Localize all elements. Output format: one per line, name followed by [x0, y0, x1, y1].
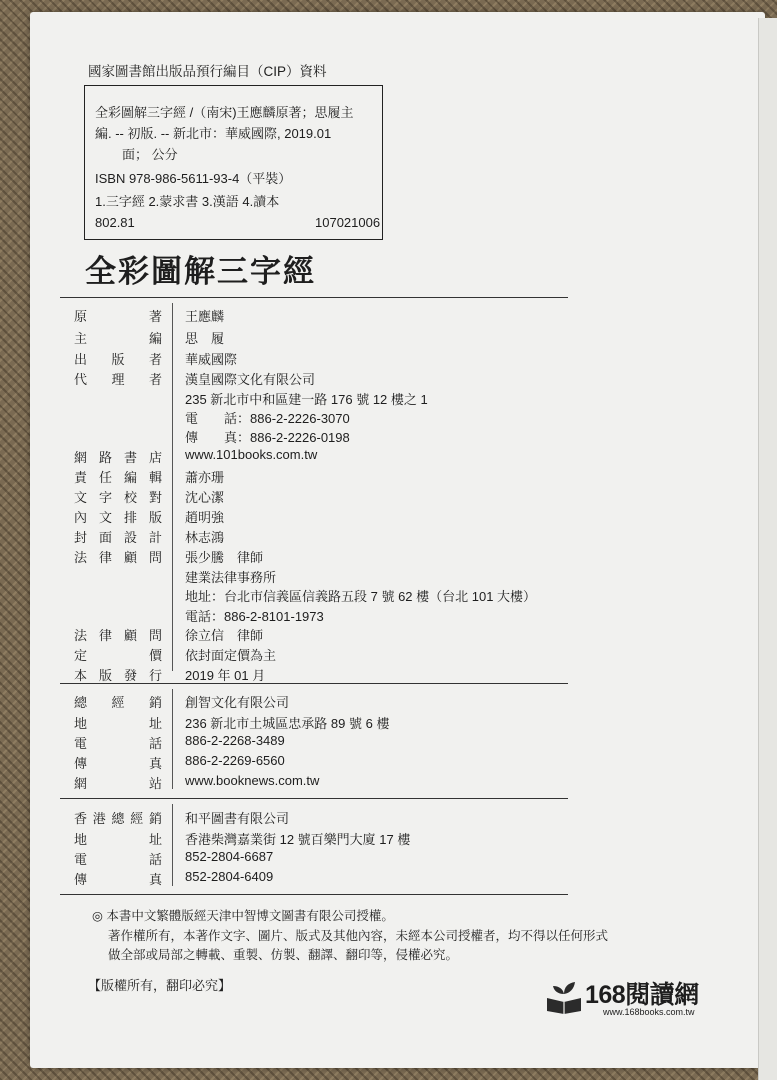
cip-subjects: 1.三字經 2.蒙求書 3.漢語 4.讀本: [95, 194, 280, 209]
misc-value: 2019 年 01 月: [185, 668, 266, 683]
divider: [60, 683, 568, 684]
distributor-label: 地 址: [74, 716, 162, 731]
credit-value: 王應麟: [185, 309, 225, 324]
credit-value: 思 履: [185, 331, 225, 346]
page-edge: [758, 18, 777, 1080]
column-divider: [172, 689, 173, 789]
staff-value: 林志鴻: [185, 530, 225, 545]
staff-label: 文字校對: [74, 490, 162, 505]
distributor-value: 886-2-2269-6560: [185, 753, 285, 768]
misc-value: 徐立信 律師: [185, 628, 264, 643]
cip-classification: 802.81: [95, 215, 135, 230]
distributor-value: 236 新北市土城區忠承路 89 號 6 樓: [185, 716, 390, 731]
staff-label: 封面設計: [74, 530, 162, 545]
distributor-label: 傳 真: [74, 756, 162, 771]
hk-distributor-label: 地 址: [74, 832, 162, 847]
hk-distributor-value: 852-2804-6687: [185, 849, 274, 864]
credit-value: 華威國際: [185, 352, 238, 367]
staff-value: www.101books.com.tw: [185, 447, 318, 462]
distributor-value: www.booknews.com.tw: [185, 773, 320, 788]
distributor-label: 電 話: [74, 736, 162, 751]
divider: [60, 894, 568, 895]
credit-label: 主 編: [74, 331, 162, 346]
misc-value: 依封面定價為主: [185, 648, 277, 663]
credit-label: 出版者: [74, 352, 162, 367]
law-firm-address: 地址：台北市信義區信義路五段 7 號 62 樓（台北 101 大樓）: [185, 589, 537, 604]
hk-distributor-label: 傳 真: [74, 872, 162, 887]
book-title: 全彩圖解三字經: [85, 254, 316, 289]
hk-distributor-value: 和平圖書有限公司: [185, 811, 290, 826]
staff-value: 趙明強: [185, 510, 225, 525]
agent-phone: 電 話：886-2-2226-3070: [185, 411, 350, 426]
rights-notice: 【版權所有，翻印必究】: [88, 978, 232, 993]
copyright-statement-cont: 做全部或局部之轉載、重製、仿製、翻譯、翻印等，侵權必究。: [108, 948, 459, 962]
column-divider: [172, 303, 173, 671]
column-divider: [172, 804, 173, 886]
hk-distributor-label: 電 話: [74, 852, 162, 867]
misc-label: 定 價: [74, 648, 162, 663]
agent-fax: 傳 真：886-2-2226-0198: [185, 430, 350, 445]
credit-label: 原 著: [74, 309, 162, 324]
misc-label: 本版發行: [74, 668, 162, 683]
distributor-value: 創智文化有限公司: [185, 695, 290, 710]
staff-label: 責任編輯: [74, 470, 162, 485]
staff-value: 張少騰 律師: [185, 550, 264, 565]
agent-address: 235 新北市中和區建一路 176 號 12 樓之 1: [185, 392, 428, 407]
misc-label: 法律顧問: [74, 628, 162, 643]
cip-record-number: 107021006: [315, 215, 381, 230]
credit-label: 代理者: [74, 372, 162, 387]
copyright-statement: 著作權所有，本著作文字、圖片、版式及其他內容，未經本公司授權者，均不得以任何形式: [108, 929, 609, 943]
cip-line-3: 面； 公分: [122, 147, 178, 162]
credit-value: 漢皇國際文化有限公司: [185, 372, 316, 387]
cip-isbn: ISBN 978-986-5611-93-4（平裝）: [95, 171, 292, 186]
divider: [60, 798, 568, 799]
hk-distributor-value: 852-2804-6409: [185, 869, 274, 884]
cip-box: [84, 85, 383, 240]
hk-distributor-label: 香港總經銷: [74, 811, 162, 826]
distributor-label: 網 站: [74, 776, 162, 791]
law-firm-name: 建業法律事務所: [185, 570, 277, 585]
cip-line-1: 全彩圖解三字經 /（南宋)王應麟原著；思履主: [95, 105, 354, 120]
publisher-logo-url: www.168books.com.tw: [603, 1007, 695, 1017]
staff-label: 法律顧問: [74, 550, 162, 565]
cip-heading: 國家圖書館出版品預行編目（CIP）資料: [88, 64, 327, 79]
law-firm-phone: 電話：886-2-8101-1973: [185, 609, 324, 624]
divider: [60, 297, 568, 298]
distributor-label: 總經銷: [74, 695, 162, 710]
hk-distributor-value: 香港柴灣嘉業街 12 號百樂門大廈 17 樓: [185, 832, 411, 847]
distributor-value: 886-2-2268-3489: [185, 733, 285, 748]
copyright-license: ◎ 本書中文繁體版經天津中智博文圖書有限公司授權。: [92, 909, 394, 923]
staff-value: 蕭亦珊: [185, 470, 225, 485]
book-sprout-icon: [545, 980, 583, 1014]
staff-label: 內文排版: [74, 510, 162, 525]
staff-value: 沈心潔: [185, 490, 225, 505]
cip-line-2: 編. -- 初版. -- 新北市：華威國際, 2019.01: [95, 126, 332, 141]
publisher-logo-text: 168閱讀網: [585, 981, 699, 1009]
staff-label: 網路書店: [74, 450, 162, 465]
